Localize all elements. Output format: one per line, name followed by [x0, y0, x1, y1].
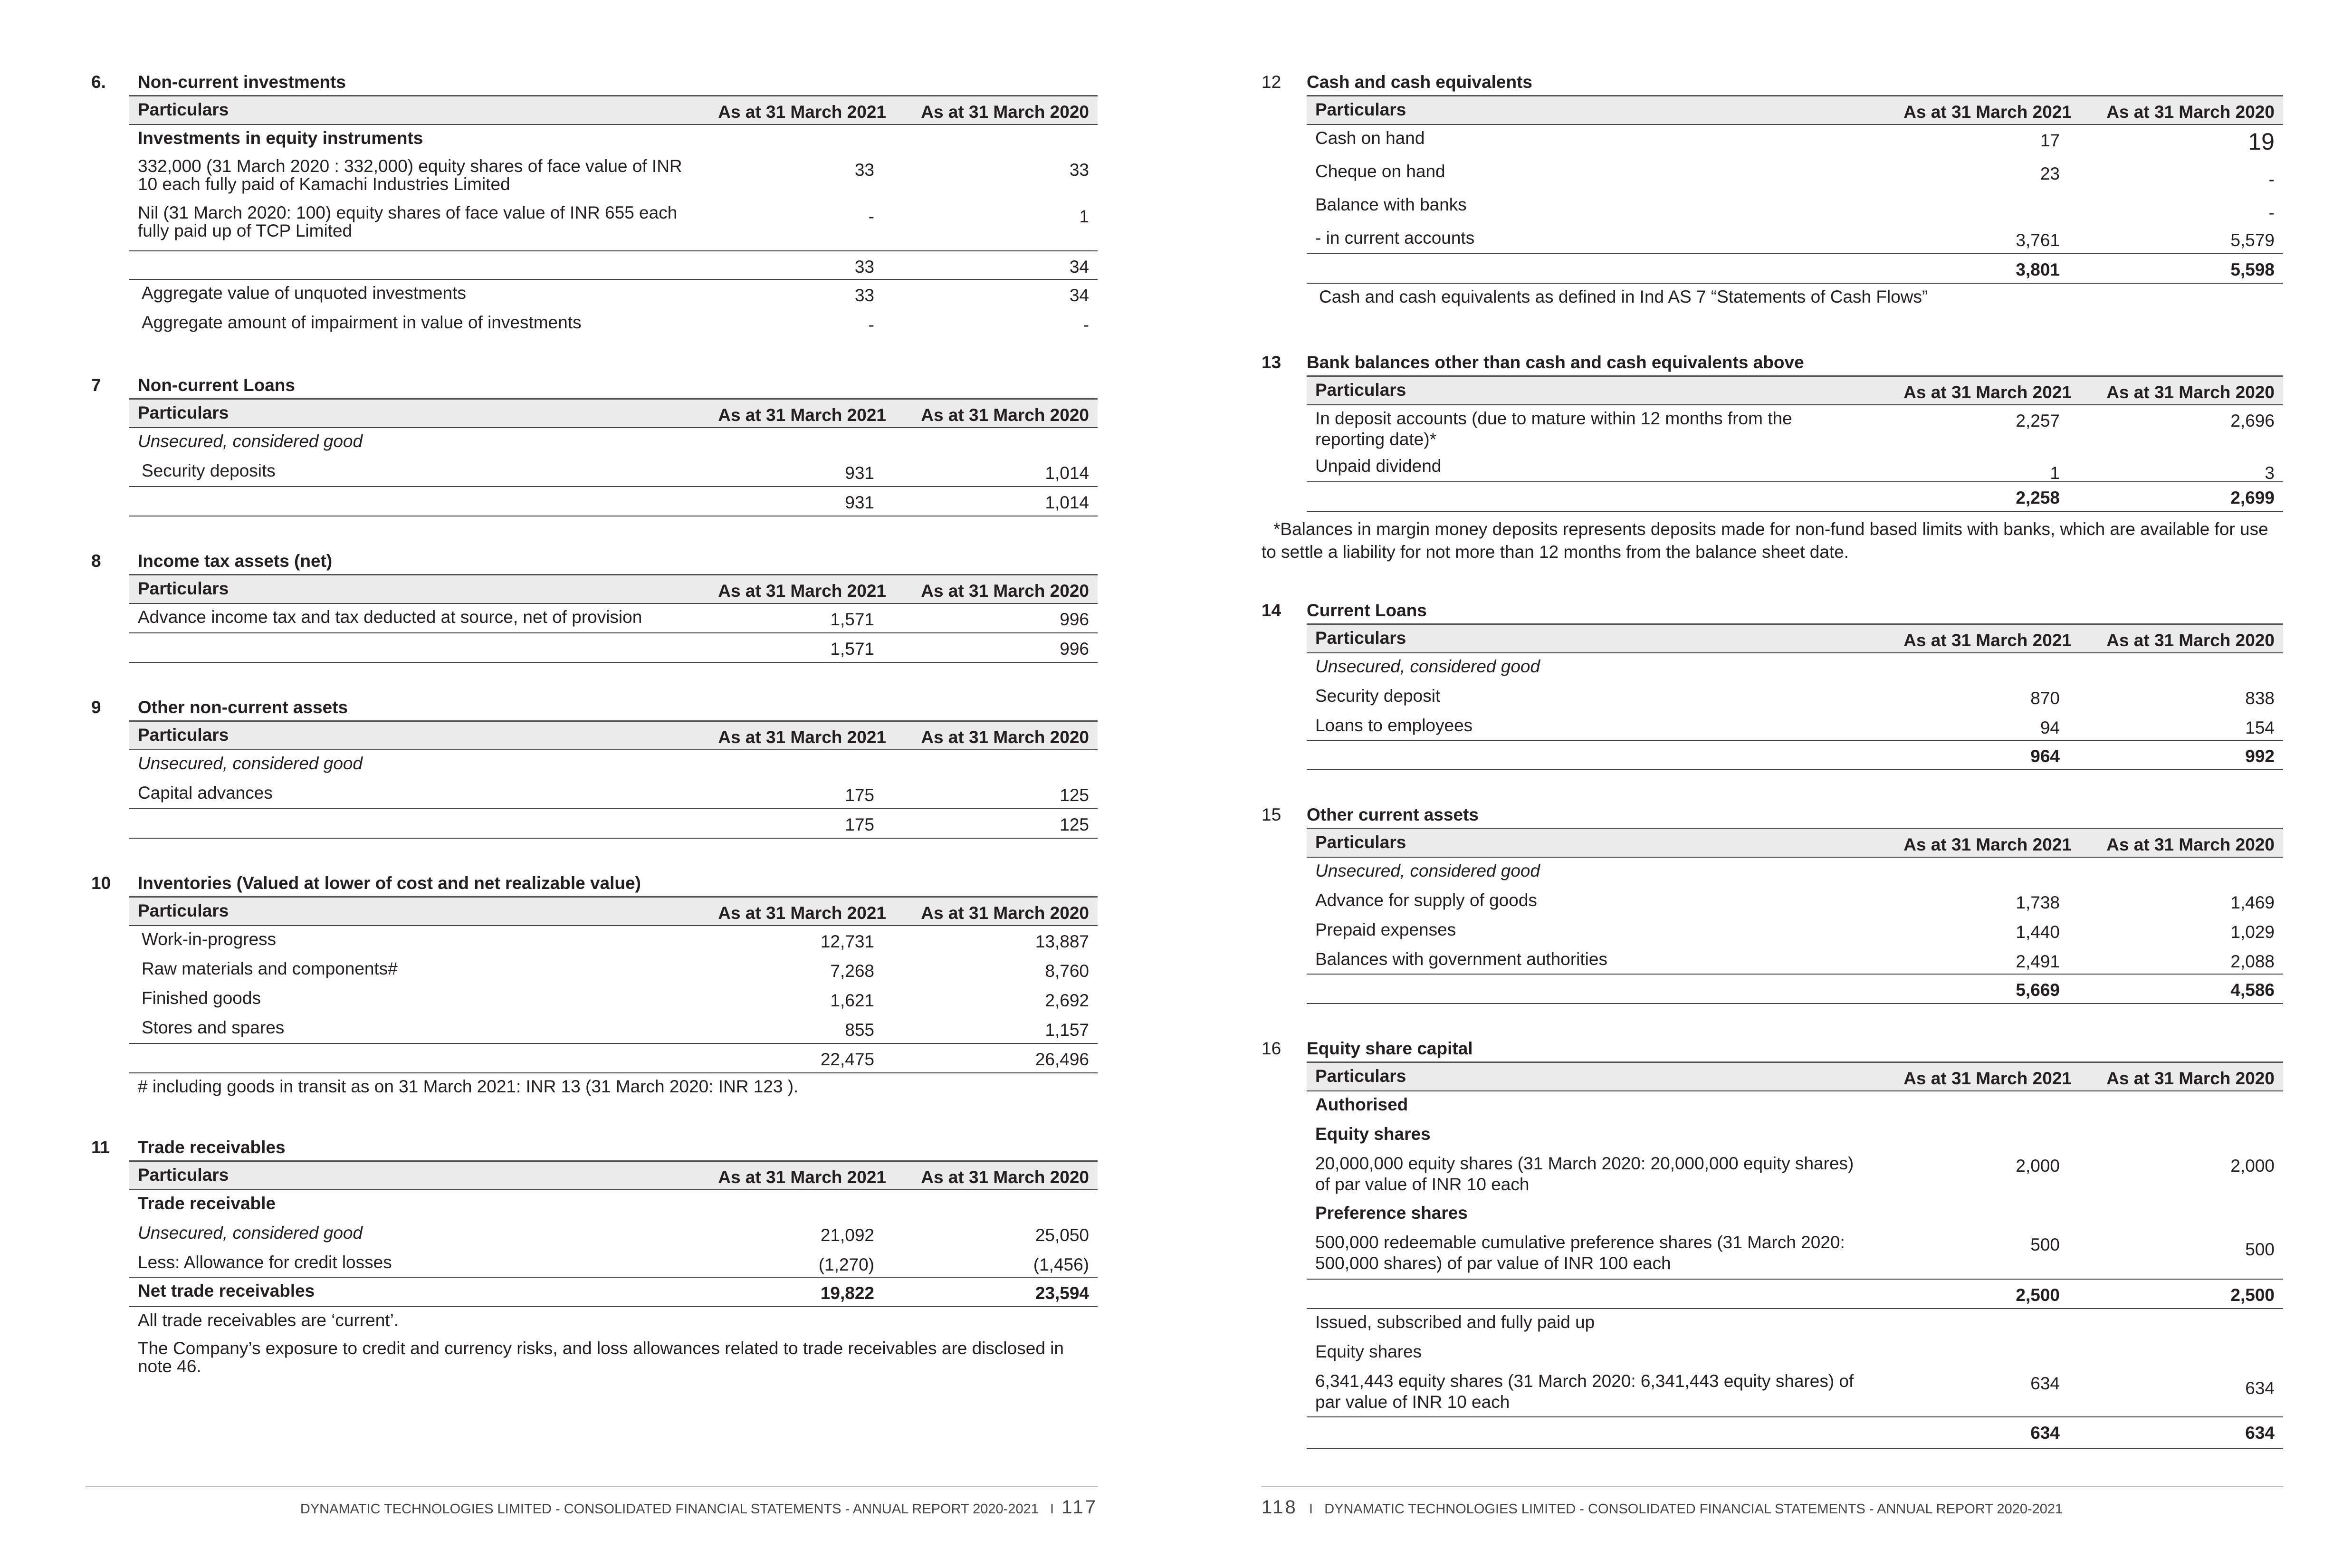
- subheading-issued: Issued, subscribed and fully paid up: [1315, 1312, 1595, 1332]
- total-label: Net trade receivables: [138, 1281, 315, 1300]
- table-row: [129, 926, 1098, 956]
- col-particulars: Particulars: [138, 901, 229, 920]
- col-particulars: Particulars: [1315, 1066, 1406, 1086]
- table-row: [1307, 125, 2283, 158]
- subheading-authorised: Authorised: [1315, 1095, 1408, 1114]
- total-2021: 2,258: [2016, 488, 2060, 507]
- table-header: [1307, 377, 2283, 405]
- value-2021: 33: [854, 160, 874, 180]
- col-particulars: Particulars: [138, 579, 229, 598]
- value-2020: -: [1083, 315, 1089, 335]
- current-loans-table: [1307, 623, 2283, 770]
- subheading-preference-shares: Preference shares: [1315, 1203, 1468, 1223]
- value-2020: 838: [2245, 688, 2275, 708]
- value-2020: 1,469: [2230, 893, 2275, 912]
- col-2021: As at 31 March 2021: [718, 727, 886, 747]
- section-title: Bank balances other than cash and cash equivalents above: [1307, 353, 1804, 372]
- total-row: [129, 809, 1098, 839]
- value-2020: 5,579: [2230, 230, 2275, 250]
- receivables-risk-note: The Company’s exposure to credit and currency risks, and loss allowances related to trade receivables are disclosed in note 46.: [138, 1339, 1064, 1376]
- col-particulars: Particulars: [138, 1165, 229, 1185]
- receivables-note: All trade receivables are ‘current’.: [138, 1310, 399, 1330]
- table-header: [1307, 625, 2283, 653]
- value-2021: 23: [2040, 164, 2060, 183]
- section-10-inventories: [71, 868, 1098, 1103]
- value-2020: 500: [2245, 1240, 2275, 1259]
- row-label: Nil (31 March 2020: 100) equity shares of face value of INR 655 each fully paid up of TCP Limited: [138, 203, 678, 240]
- table-row: [129, 1190, 1098, 1220]
- page-number: 117: [1061, 1497, 1098, 1518]
- section-14-current-loans: [1262, 595, 2283, 770]
- value-2020: 1,014: [1045, 463, 1089, 483]
- footer-text: DYNAMATIC TECHNOLOGIES LIMITED - CONSOLIDATED FINANCIAL STATEMENTS - ANNUAL REPORT 2020-2021: [300, 1501, 1039, 1517]
- row-label: Advance income tax and tax deducted at source, net of provision: [138, 607, 642, 627]
- table-header: [1307, 96, 2283, 125]
- col-2020: As at 31 March 2020: [2106, 382, 2275, 402]
- investments-table: [129, 95, 1098, 339]
- section-number: 10: [91, 873, 111, 893]
- other-current-assets-table: [1307, 828, 2283, 1004]
- table-note: [129, 1073, 1098, 1103]
- table-row: [1307, 712, 2283, 741]
- section-number: 14: [1262, 601, 1281, 620]
- total-2020: 34: [1069, 257, 1089, 277]
- table-row: [129, 604, 1098, 633]
- value-2021: 500: [2030, 1235, 2060, 1254]
- row-label: 332,000 (31 March 2020 : 332,000) equity shares of face value of INR 10 each fully paid of Kamachi Industries Limited: [138, 156, 682, 194]
- table-note: [129, 1307, 1098, 1337]
- trade-receivables-table: [129, 1160, 1098, 1379]
- value-2020: (1,456): [1033, 1255, 1089, 1274]
- table-header: [129, 575, 1098, 604]
- section-heading: [1262, 347, 2283, 375]
- col-2021: As at 31 March 2021: [718, 903, 886, 923]
- col-2021: As at 31 March 2021: [718, 102, 886, 122]
- value-2021: 12,731: [820, 932, 874, 951]
- section-heading: [71, 868, 1098, 896]
- section-title: Income tax assets (net): [138, 551, 333, 571]
- section-title: Current Loans: [1307, 601, 1427, 620]
- footer-right: [1262, 1497, 2063, 1518]
- table-row: [1307, 917, 2283, 946]
- cash-table: [1307, 95, 2283, 313]
- row-label: Finished goods: [142, 988, 261, 1008]
- total-row: [1307, 254, 2283, 284]
- section-number: 7: [91, 375, 101, 395]
- total-row: [129, 1044, 1098, 1073]
- footer-text: DYNAMATIC TECHNOLOGIES LIMITED - CONSOLIDATED FINANCIAL STATEMENTS - ANNUAL REPORT 2020-2021: [1324, 1501, 2063, 1517]
- table-row: [129, 125, 1098, 154]
- bank-balances-footnote: *Balances in margin money deposits represents deposits made for non-fund based limits with banks, which are available for use to settle a liability for not more than 12 months from the balance sheet date.: [1262, 519, 2268, 562]
- section-heading: [71, 545, 1098, 574]
- table-row: [129, 1249, 1098, 1278]
- total-2021: 634: [2030, 1423, 2060, 1443]
- table-row: [129, 1220, 1098, 1249]
- table-row: [129, 750, 1098, 780]
- section-heading: [71, 692, 1098, 720]
- footer-separator: I: [1050, 1501, 1054, 1517]
- row-label: Stores and spares: [142, 1018, 285, 1037]
- cash-note: Cash and cash equivalents as defined in Ind AS 7 “Statements of Cash Flows”: [1319, 287, 1928, 306]
- row-label: Security deposits: [142, 461, 276, 480]
- subheading: Trade receivable: [138, 1194, 276, 1213]
- value-2021: 3,761: [2016, 230, 2060, 250]
- section-title: Trade receivables: [138, 1138, 286, 1157]
- col-particulars: Particulars: [1315, 832, 1406, 852]
- value-2020: 1,029: [2230, 922, 2275, 942]
- section-heading: [1262, 1033, 2283, 1061]
- table-note: [1307, 284, 2283, 313]
- subheading-equity-shares-issued: Equity shares: [1315, 1342, 1422, 1361]
- section-9-other-non-current-assets: [71, 692, 1098, 839]
- bank-balances-table: [1307, 375, 2283, 512]
- section-number: 9: [91, 698, 101, 717]
- col-2021: As at 31 March 2021: [1903, 835, 2072, 854]
- subheading: Unsecured, considered good: [1315, 861, 1540, 880]
- total-2020: 992: [2245, 746, 2275, 766]
- value-2020: -: [2268, 203, 2275, 222]
- row-label: Cheque on hand: [1315, 162, 1445, 181]
- value-2020: 2,000: [2230, 1156, 2275, 1176]
- value-2021: 1,571: [830, 610, 874, 629]
- section-title: Other current assets: [1307, 805, 1479, 824]
- table-row: [1307, 405, 2283, 453]
- section-title: Equity share capital: [1307, 1039, 1473, 1058]
- col-2020: As at 31 March 2020: [921, 727, 1089, 747]
- section-number: 13: [1262, 353, 1281, 372]
- section-number: 15: [1262, 805, 1281, 824]
- section-number: 16: [1262, 1039, 1281, 1058]
- value-2021: 94: [2040, 718, 2060, 737]
- row-label: - in current accounts: [1315, 228, 1475, 248]
- value-2021: 17: [2040, 131, 2060, 150]
- col-2021: As at 31 March 2021: [1903, 1069, 2072, 1088]
- table-row: [1307, 858, 2283, 887]
- value-2021: 175: [845, 785, 874, 805]
- table-header: [129, 898, 1098, 926]
- value-2020: 1,157: [1045, 1020, 1089, 1040]
- table-row: [1307, 683, 2283, 712]
- total-row: [1307, 1280, 2283, 1309]
- total-2021: 5,669: [2016, 980, 2060, 1000]
- table-row: [129, 428, 1098, 458]
- col-particulars: Particulars: [1315, 100, 1406, 119]
- table-header: [129, 722, 1098, 750]
- col-particulars: Particulars: [1315, 628, 1406, 648]
- col-2020: As at 31 March 2020: [2106, 1069, 2275, 1088]
- table-row: [1307, 1368, 2283, 1417]
- col-2020: As at 31 March 2020: [921, 903, 1089, 923]
- equity-capital-table: [1307, 1061, 2283, 1449]
- section-title: Non-current investments: [138, 72, 346, 92]
- footer-divider: [1262, 1486, 2283, 1487]
- table-note: [129, 1337, 1098, 1379]
- value-2020: 3: [2265, 463, 2275, 483]
- section-title: Other non-current assets: [138, 698, 348, 717]
- section-heading: [71, 67, 1098, 95]
- table-row: [1307, 453, 2283, 482]
- value-2021: 931: [845, 463, 874, 483]
- total-2021: 2,500: [2016, 1285, 2060, 1305]
- footer-separator: I: [1309, 1501, 1313, 1517]
- table-row: [1307, 887, 2283, 917]
- col-2020: As at 31 March 2020: [921, 102, 1089, 122]
- section-number: 12: [1262, 72, 1281, 92]
- total-2020: 996: [1060, 639, 1089, 659]
- col-2021: As at 31 March 2021: [1903, 631, 2072, 650]
- subheading: Unsecured, considered good: [138, 754, 363, 773]
- section-heading: [71, 1132, 1098, 1160]
- total-2021: 931: [845, 493, 874, 512]
- value-2020: 2,696: [2230, 411, 2275, 430]
- section-7-non-current-loans: [71, 370, 1098, 516]
- table-row: [129, 956, 1098, 985]
- table-row: [129, 154, 1098, 201]
- table-row: [129, 280, 1098, 309]
- total-2020: 26,496: [1035, 1050, 1089, 1069]
- value-2021: 1,440: [2016, 922, 2060, 942]
- row-label: Capital advances: [138, 783, 273, 803]
- subheading: Unsecured, considered good: [1315, 657, 1540, 676]
- value-2021: -: [868, 207, 874, 226]
- value-2020: 2,088: [2230, 952, 2275, 971]
- value-2020: 1: [1079, 207, 1089, 226]
- section-number: 11: [91, 1138, 110, 1157]
- col-particulars: Particulars: [1315, 380, 1406, 400]
- table-header: [129, 96, 1098, 125]
- footer-divider: [86, 1486, 1098, 1487]
- total-2020: 2,500: [2230, 1285, 2275, 1305]
- table-row: [1307, 1150, 2283, 1200]
- row-label: Raw materials and components#: [142, 959, 398, 978]
- subheading-equity-shares: Equity shares: [1315, 1124, 1431, 1144]
- total-row: [129, 1278, 1098, 1307]
- col-2020: As at 31 March 2020: [921, 1167, 1089, 1187]
- row-label: Aggregate amount of impairment in value of investments: [142, 313, 582, 332]
- table-row: [1307, 946, 2283, 975]
- section-title: Non-current Loans: [138, 375, 295, 395]
- value-2020: 19: [2248, 128, 2275, 155]
- row-label: Prepaid expenses: [1315, 920, 1456, 939]
- row-label: Unpaid dividend: [1315, 456, 1442, 476]
- col-2021: As at 31 March 2021: [718, 581, 886, 601]
- value-2020: 33: [1069, 160, 1089, 180]
- total-2021: 19,822: [820, 1283, 874, 1303]
- table-row: [1307, 1339, 2283, 1368]
- table-row: [1307, 225, 2283, 254]
- value-2021: 1,738: [2016, 893, 2060, 912]
- row-label: 6,341,443 equity shares (31 March 2020: 6,341,443 equity shares) of par value of INR 10 each: [1315, 1371, 1854, 1412]
- row-label: Aggregate value of unquoted investments: [142, 283, 466, 303]
- section-11-trade-receivables: [71, 1132, 1098, 1379]
- section-6-non-current-investments: [71, 67, 1098, 339]
- total-2021: 175: [845, 815, 874, 834]
- section-13-bank-balances: [1262, 347, 2283, 562]
- value-2021: (1,270): [818, 1255, 874, 1274]
- total-2021: 33: [854, 257, 874, 277]
- table-row: [1307, 653, 2283, 683]
- section-title: Cash and cash equivalents: [1307, 72, 1533, 92]
- table-row: [1307, 1121, 2283, 1150]
- table-row: [129, 458, 1098, 487]
- section-heading: [1262, 67, 2283, 95]
- value-2021: 1,621: [830, 991, 874, 1010]
- section-title: Inventories (Valued at lower of cost and net realizable value): [138, 873, 641, 893]
- row-label: Unsecured, considered good: [138, 1223, 363, 1243]
- total-row: [1307, 482, 2283, 512]
- table-row: [1307, 1309, 2283, 1339]
- value-2020: 13,887: [1035, 932, 1089, 951]
- row-label: Security deposit: [1315, 686, 1441, 706]
- total-row: [1307, 975, 2283, 1004]
- total-row: [1307, 741, 2283, 770]
- total-2021: 3,801: [2016, 260, 2060, 279]
- inventories-footnote: # including goods in transit as on 31 March 2021: INR 13 (31 March 2020: INR 123 ).: [138, 1077, 799, 1096]
- subheading: Unsecured, considered good: [138, 431, 363, 451]
- col-2021: As at 31 March 2021: [1903, 382, 2072, 402]
- total-2020: 1,014: [1045, 493, 1089, 512]
- subheading: Investments in equity instruments: [138, 128, 423, 148]
- value-2020: 25,050: [1035, 1225, 1089, 1245]
- value-2021: 1: [2050, 463, 2060, 483]
- section-heading: [1262, 595, 2283, 623]
- inventories-table: [129, 896, 1098, 1103]
- value-2020: 34: [1069, 286, 1089, 305]
- loans-table: [129, 398, 1098, 516]
- row-label: In deposit accounts (due to mature within 12 months from the reporting date)*: [1315, 409, 1792, 449]
- col-particulars: Particulars: [138, 100, 229, 119]
- value-2021: 2,491: [2016, 952, 2060, 971]
- value-2021: 870: [2030, 688, 2060, 708]
- page-number: 118: [1262, 1497, 1298, 1518]
- total-2020: 4,586: [2230, 980, 2275, 1000]
- row-label: Advance for supply of goods: [1315, 890, 1537, 910]
- total-2021: 964: [2030, 746, 2060, 766]
- table-row: [129, 201, 1098, 250]
- section-number: 8: [91, 551, 101, 571]
- value-2020: 996: [1060, 610, 1089, 629]
- other-assets-table: [129, 720, 1098, 839]
- value-2020: -: [2268, 170, 2275, 189]
- total-2020: 2,699: [2230, 488, 2275, 507]
- table-row: [1307, 191, 2283, 225]
- value-2021: 7,268: [830, 961, 874, 981]
- col-particulars: Particulars: [138, 403, 229, 422]
- income-tax-table: [129, 574, 1098, 663]
- table-row: [1307, 1091, 2283, 1121]
- table-row: [1307, 158, 2283, 191]
- row-label: 500,000 redeemable cumulative preference shares (31 March 2020: 500,000 shares) of par value of INR 100 each: [1315, 1233, 1845, 1273]
- row-label: Balance with banks: [1315, 195, 1467, 214]
- row-label: 20,000,000 equity shares (31 March 2020: 20,000,000 equity shares) of par value of INR 10 each: [1315, 1154, 1854, 1194]
- total-row: [129, 487, 1098, 516]
- total-row: [1307, 1417, 2283, 1449]
- col-particulars: Particulars: [138, 725, 229, 745]
- row-label: Less: Allowance for credit losses: [138, 1252, 392, 1272]
- total-2020: 5,598: [2230, 260, 2275, 279]
- total-2020: 23,594: [1035, 1283, 1089, 1303]
- section-12-cash: [1262, 67, 2283, 313]
- col-2020: As at 31 March 2020: [2106, 631, 2275, 650]
- total-2020: 634: [2245, 1423, 2275, 1443]
- row-label: Balances with government authorities: [1315, 949, 1607, 969]
- col-2020: As at 31 March 2020: [2106, 835, 2275, 854]
- section-15-other-current-assets: [1262, 799, 2283, 1004]
- total-2021: 22,475: [820, 1050, 874, 1069]
- value-2020: 154: [2245, 718, 2275, 737]
- value-2021: 2,000: [2016, 1156, 2060, 1176]
- table-row: [1307, 1229, 2283, 1280]
- row-label: Loans to employees: [1315, 716, 1473, 735]
- section-heading: [71, 370, 1098, 398]
- total-2020: 125: [1060, 815, 1089, 834]
- section-8-income-tax-assets: [71, 545, 1098, 663]
- col-2021: As at 31 March 2021: [718, 1167, 886, 1187]
- section-number: 6.: [91, 72, 106, 92]
- table-row: [129, 1014, 1098, 1044]
- value-2021: -: [868, 315, 874, 335]
- col-2020: As at 31 March 2020: [921, 405, 1089, 425]
- total-row: [129, 250, 1098, 280]
- col-2021: As at 31 March 2021: [1903, 102, 2072, 122]
- col-2020: As at 31 March 2020: [921, 581, 1089, 601]
- table-row: [1307, 1200, 2283, 1229]
- table-header: [1307, 1063, 2283, 1091]
- value-2020: 2,692: [1045, 991, 1089, 1010]
- col-2021: As at 31 March 2021: [718, 405, 886, 425]
- value-2021: 33: [854, 286, 874, 305]
- col-2020: As at 31 March 2020: [2106, 102, 2275, 122]
- total-row: [129, 633, 1098, 663]
- total-2021: 1,571: [830, 639, 874, 659]
- row-label: Work-in-progress: [142, 929, 277, 949]
- section-16-equity-share-capital: [1262, 1033, 2283, 1449]
- section-heading: [1262, 799, 2283, 828]
- value-2020: 634: [2245, 1378, 2275, 1398]
- table-row: [129, 780, 1098, 809]
- table-header: [129, 400, 1098, 428]
- value-2020: 125: [1060, 785, 1089, 805]
- value-2020: 8,760: [1045, 961, 1089, 981]
- value-2021: 21,092: [820, 1225, 874, 1245]
- row-label: Cash on hand: [1315, 128, 1425, 148]
- value-2021: 634: [2030, 1374, 2060, 1393]
- table-header: [129, 1162, 1098, 1190]
- value-2021: 855: [845, 1020, 874, 1040]
- value-2021: 2,257: [2016, 411, 2060, 430]
- footer-left: [300, 1497, 1098, 1518]
- table-row: [129, 985, 1098, 1014]
- table-row: [129, 309, 1098, 339]
- table-header: [1307, 829, 2283, 858]
